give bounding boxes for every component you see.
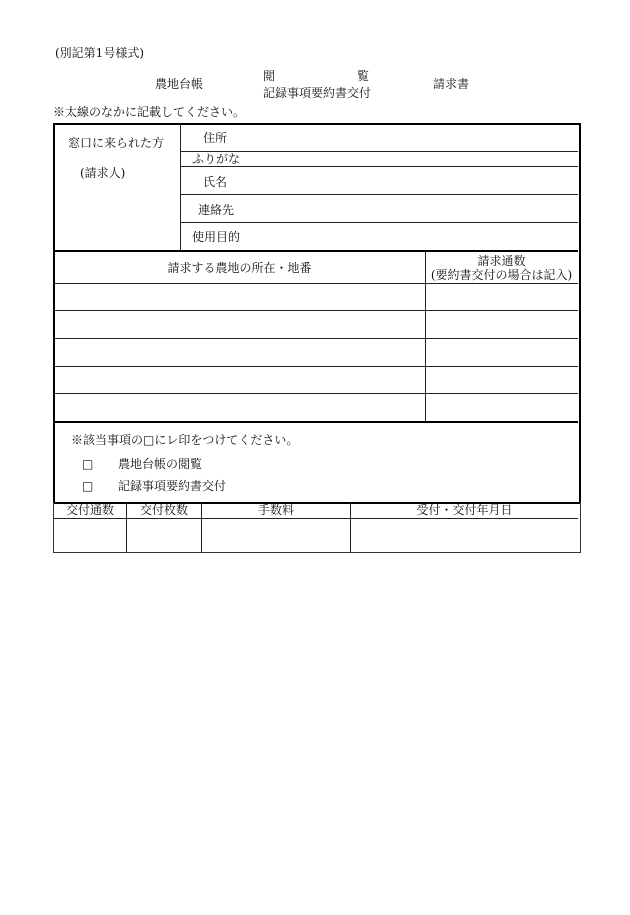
title-land-ledger: 農地台帳 [155, 77, 204, 91]
land-location-input-row[interactable] [55, 368, 424, 392]
title-request-form: 請求書 [433, 77, 470, 91]
land-table-row-line [54, 338, 578, 339]
office-fee-cell[interactable] [203, 520, 349, 551]
field-name-label: 氏名 [203, 175, 228, 189]
copies-header-note: (要約書交付の場合は記入) [430, 268, 573, 282]
name-input-area[interactable] [240, 167, 576, 193]
address-input-area[interactable] [240, 125, 576, 150]
title-view-char1: 閲 [263, 69, 276, 83]
office-header-copies: 交付通数 [65, 503, 114, 517]
field-contact-label: 連絡先 [198, 203, 235, 217]
thick-frame-note: ※太線のなかに記載してください。 [53, 105, 246, 119]
copies-input-row[interactable] [427, 395, 576, 420]
option-view-ledger-label: 農地台帳の閲覧 [118, 457, 203, 471]
checklist-note: ※該当事項の□にレ印をつけてください。 [71, 433, 299, 447]
requester-sublabel: (請求人) [80, 166, 126, 180]
field-address-label: 住所 [203, 131, 228, 145]
office-copies-cell[interactable] [55, 520, 125, 551]
land-table-row-line [54, 310, 578, 311]
land-location-input-row[interactable] [55, 312, 424, 337]
checkbox-summary-issue[interactable]: □ [82, 479, 94, 493]
field-purpose-label: 使用目的 [192, 230, 241, 244]
furigana-input-area[interactable] [240, 152, 576, 165]
office-header-sheets: 交付枚数 [139, 503, 188, 517]
section-divider [54, 250, 578, 252]
form-number-label: (別記第1号様式) [55, 46, 144, 60]
land-location-header: 請求する農地の所在・地番 [167, 261, 312, 275]
checkbox-view-ledger[interactable]: □ [82, 457, 94, 471]
land-location-input-row[interactable] [55, 340, 424, 365]
copies-input-row[interactable] [427, 340, 576, 365]
title-summary-issue: 記録事項要約書交付 [263, 86, 372, 100]
copies-input-row[interactable] [427, 285, 576, 309]
option-summary-issue-label: 記録事項要約書交付 [118, 479, 227, 493]
land-table-row-line [54, 366, 578, 367]
office-date-cell[interactable] [352, 520, 577, 551]
office-header-fee: 手数料 [257, 503, 294, 517]
field-furigana-label: ふりがな [192, 152, 241, 166]
requester-divider-vertical [180, 124, 181, 251]
copies-input-row[interactable] [427, 368, 576, 392]
copies-input-row[interactable] [427, 312, 576, 337]
contact-input-area[interactable] [240, 195, 576, 221]
land-table-row-line [54, 283, 578, 284]
copies-header: 請求通数 [477, 254, 526, 268]
section-divider [54, 421, 578, 423]
land-location-input-row[interactable] [55, 395, 424, 420]
office-header-date: 受付・交付年月日 [416, 503, 513, 517]
office-table-header-line [54, 518, 578, 519]
purpose-input-area[interactable] [240, 223, 576, 249]
land-table-row-line [54, 393, 578, 394]
title-view-char2: 覧 [357, 69, 370, 83]
land-location-input-row[interactable] [55, 285, 424, 309]
office-sheets-cell[interactable] [128, 520, 200, 551]
requester-label: 窓口に来られた方 [68, 136, 165, 150]
